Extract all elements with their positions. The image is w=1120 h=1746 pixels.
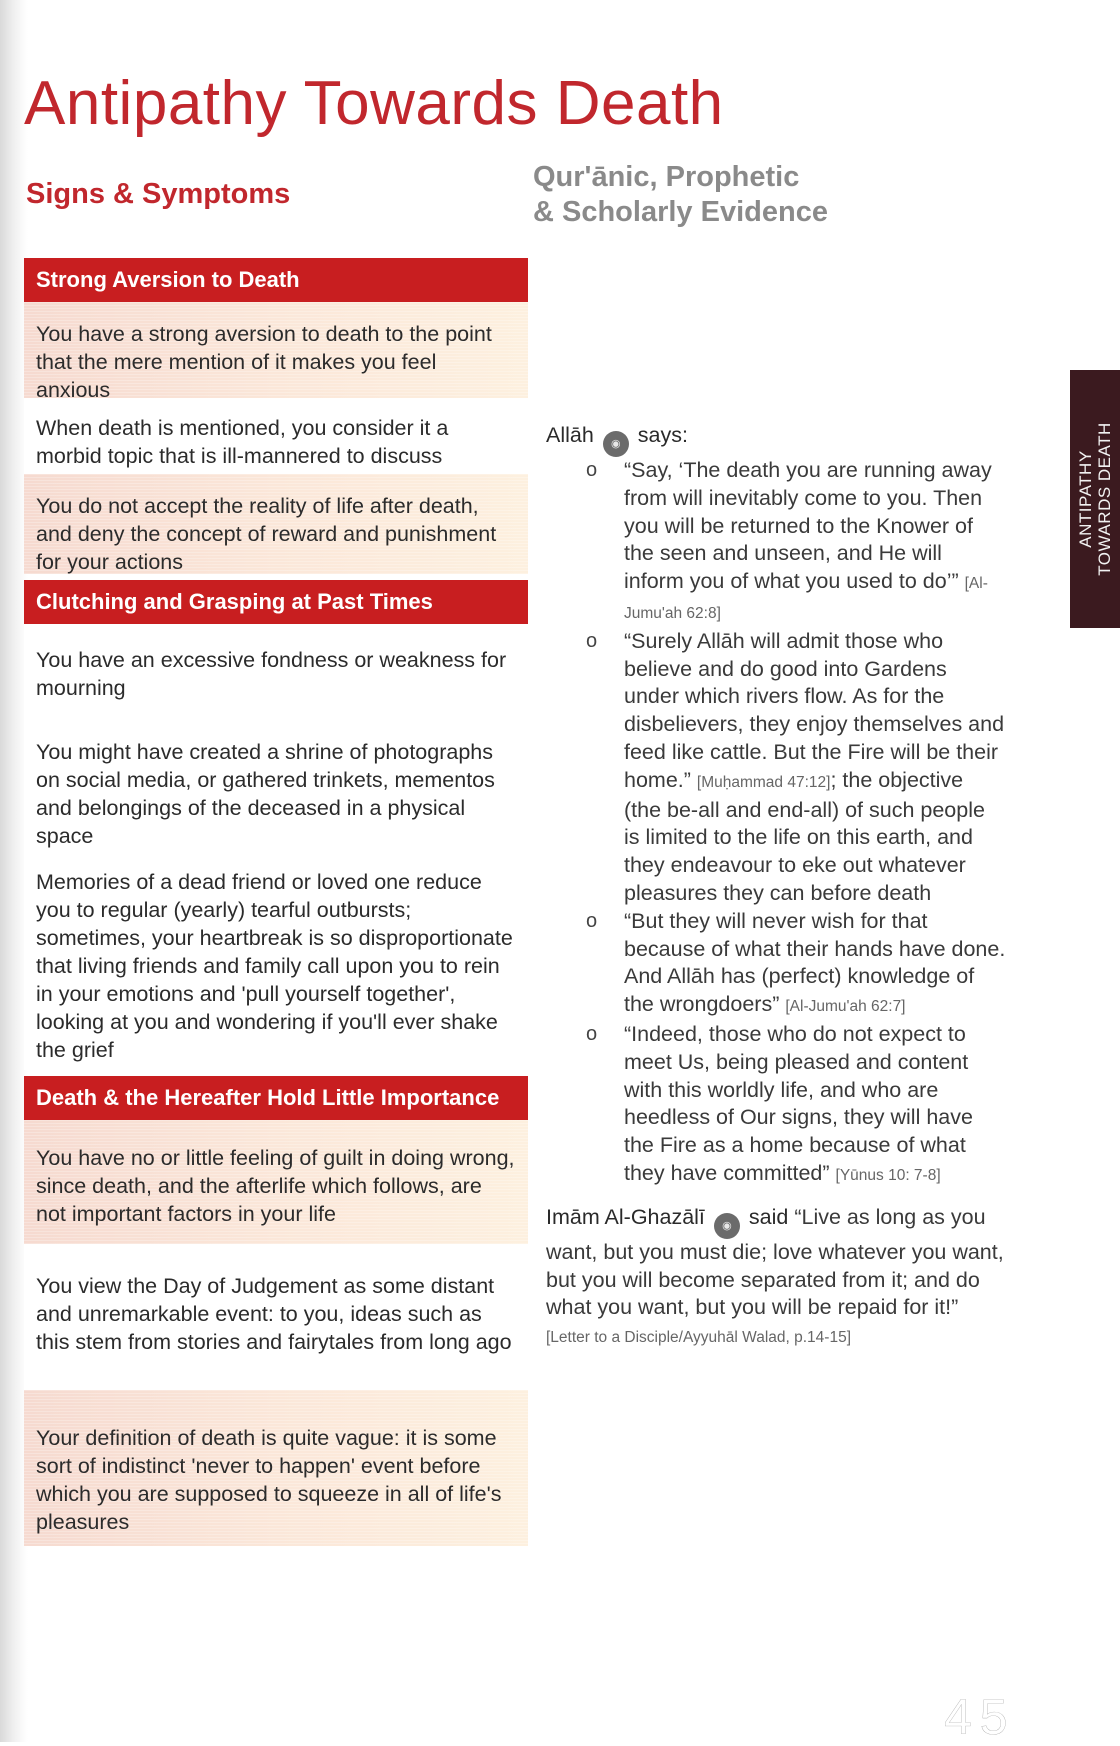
symptom-item: Your definition of death is quite vague: it is some sort of indistinct 'never to happen' event before which you are supposed to squeeze in all of life's pleasures bbox=[24, 1390, 528, 1546]
scholar-verb: said bbox=[748, 1204, 789, 1229]
section-header: Strong Aversion to Death bbox=[24, 258, 528, 302]
scholar-name: Imām Al-Ghazālī bbox=[546, 1204, 705, 1229]
symptom-item: You do not accept the reality of life after death, and deny the concept of reward and punishment for your actions bbox=[24, 474, 528, 574]
intro-speaker: Allāh bbox=[546, 423, 594, 447]
section-header: Clutching and Grasping at Past Times bbox=[24, 580, 528, 624]
scholar-quote-text: “Live as long as you want, but you must die; love whatever you want, but you will become separated from it; and do what you want, but you will be repaid for it!” bbox=[546, 1204, 1004, 1320]
bullet-icon: o bbox=[586, 1022, 598, 1045]
symptoms-column bbox=[24, 258, 528, 1546]
side-tab-line-1: ANTIPATHY bbox=[1076, 450, 1095, 548]
scholar-citation: [Letter to a Disciple/Ayyuhāl Walad, p.14-15] bbox=[546, 1329, 851, 1347]
evidence-heading bbox=[533, 160, 873, 230]
symptom-item: Memories of a dead friend or loved one reduce you to regular (yearly) tearful outbursts; sometimes, your heartbreak is so disproportionate that living friends and family call upon you to rein in your emotions and 'pull yourself together', looking at you and wondering if you'll ever shake the grief bbox=[24, 848, 528, 1070]
verse-text: “Say, ‘The death you are running away from will inevitably come to you. Then you will be returned to the Knower of the seen and unseen, and He will inform you of what you used to do’” bbox=[624, 458, 992, 594]
page-number: 45 bbox=[944, 1689, 1016, 1745]
verse-text: “Indeed, those who do not expect to meet Us, being pleased and content with this worldly life, and who are heedless of Our signs, they will have the Fire as a home because of what they have committed” bbox=[624, 1021, 973, 1185]
verse-item bbox=[546, 457, 1006, 628]
verse-text: “But they will never wish for that because of what their hands have done. And Allāh has (perfect) knowledge of the wrongdoers” bbox=[624, 908, 1006, 1017]
signs-symptoms-heading: Signs & Symptoms bbox=[26, 178, 291, 210]
evidence-heading-line-1: Qur'ānic, Prophetic bbox=[533, 161, 800, 193]
side-tab-line-2: TOWARDS DEATH bbox=[1095, 422, 1114, 576]
bullet-icon: o bbox=[586, 629, 598, 652]
symptom-item: You have no or little feeling of guilt in doing wrong, since death, and the afterlife which follows, are not important factors in your life bbox=[24, 1120, 528, 1244]
scholar-quote bbox=[546, 1204, 1006, 1352]
symptom-item: You might have created a shrine of photographs on social media, or gathered trinkets, mementos and belongings of the deceased in a physical space bbox=[24, 720, 528, 848]
chapter-side-tab bbox=[1070, 370, 1120, 628]
verse-commentary: ; the objective (the be-all and end-all) of such people is limited to the life on this earth, and they endeavour to eke out whatever pleasures they can before death bbox=[624, 767, 985, 905]
verse-item bbox=[546, 628, 1006, 908]
honorific-seal-icon: ◉ bbox=[603, 431, 629, 457]
honorific-seal-icon: ◉ bbox=[714, 1213, 740, 1239]
verse-item bbox=[546, 1021, 1006, 1190]
symptom-item: You have an excessive fondness or weakness for mourning bbox=[24, 624, 528, 720]
bullet-icon: o bbox=[586, 909, 598, 932]
intro-verb: says: bbox=[637, 423, 688, 447]
verse-list bbox=[546, 457, 1006, 1190]
symptom-item: You have a strong aversion to death to the point that the mere mention of it makes you feel anxious bbox=[24, 302, 528, 398]
chapter-side-tab-label bbox=[1076, 422, 1114, 576]
evidence-column bbox=[546, 422, 1006, 1352]
verse-citation: [Muḥammad 47:12] bbox=[696, 773, 831, 791]
symptom-section bbox=[24, 580, 528, 1070]
verse-text: “Surely Allāh will admit those who believe and do good into Gardens under which rivers flow. As for the disbelievers, they enjoy themselves and feed like cattle. But the Fire will be their home.” bbox=[624, 628, 1005, 792]
symptom-item: You view the Day of Judgement as some distant and unremarkable event: to you, ideas such as this stem from stories and fairytales from long ago bbox=[24, 1244, 528, 1390]
verse-citation: [Al-Jumu'ah 62:7] bbox=[785, 998, 906, 1016]
verse-item bbox=[546, 908, 1006, 1021]
symptom-section bbox=[24, 1076, 528, 1546]
bullet-icon: o bbox=[586, 459, 598, 481]
section-header: Death & the Hereafter Hold Little Importance bbox=[24, 1076, 528, 1120]
page-title: Antipathy Towards Death bbox=[24, 69, 724, 138]
evidence-heading-line-2: & Scholarly Evidence bbox=[533, 196, 828, 228]
symptom-section bbox=[24, 258, 528, 574]
verse-citation: [Al-Jumu'ah 62:8] bbox=[624, 575, 988, 622]
evidence-intro bbox=[546, 422, 1006, 457]
symptom-item: When death is mentioned, you consider it a morbid topic that is ill-mannered to discuss bbox=[24, 398, 528, 474]
verse-citation: [Yūnus 10: 7-8] bbox=[835, 1166, 941, 1184]
